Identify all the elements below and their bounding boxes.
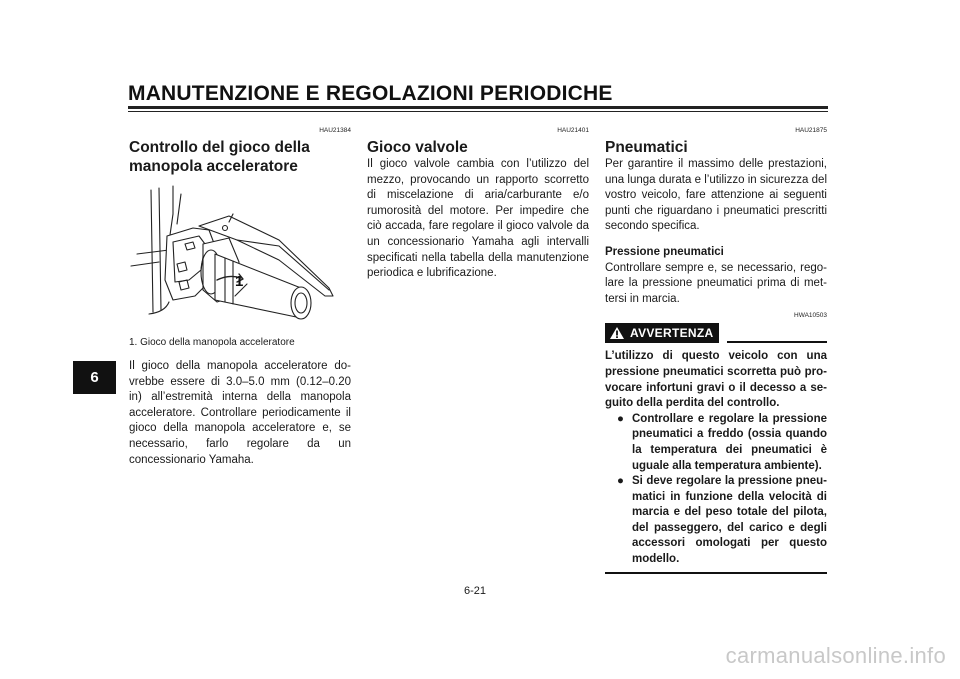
warning-bullet-list <box>617 412 827 568</box>
warning-badge <box>605 323 719 343</box>
page-header-title: MANUTENZIONE E REGOLAZIONI PERIODICHE <box>128 82 613 105</box>
list-item: ● Si deve regolare la pressione pneumatici in funzione della velocità di marcia e del peso totale del pilota, del passeggero, del carico e degli accessori omologati per questo modello. <box>617 475 827 566</box>
column-valves <box>367 126 589 282</box>
header-rule-thin <box>128 111 828 112</box>
figure-caption: 1. Gioco della manopola acceleratore <box>129 337 295 348</box>
header-rule <box>128 106 828 109</box>
bullet-icon: ● <box>617 412 624 425</box>
figure-callout-1: 1 <box>235 273 244 290</box>
handlebar-figure <box>129 184 351 324</box>
warning-text: L’utilizzo di questo veicolo con una pressione pneumatici scorretta può provocare infortuni gravi o il decesso a seguito della perdita del controllo. <box>605 350 827 410</box>
warning-icon <box>609 326 625 340</box>
section-code: HAU21401 <box>557 127 589 134</box>
warning-end-rule <box>605 572 827 574</box>
warning-header <box>605 323 827 343</box>
section-title: Gioco valvole <box>367 139 468 156</box>
section-code: HAU21875 <box>795 127 827 134</box>
subsection-body: Controllare sempre e, se necessario, regolare la pressione pneumatici prima di mettersi in marcia. <box>605 261 827 305</box>
section-body: Il gioco della manopola acceleratore dovrebbe essere di 3.0–5.0 mm (0.12–0.20 in) all’estremità interna della manopola acceleratore. Controllare periodicamente il gioco della manopola acceleratore e, se necessario, farlo regolare da un concessionario Yamaha. <box>129 360 351 466</box>
section-title: Controllo del gioco della manopola acceleratore <box>129 139 310 175</box>
section-body: Per garantire il massimo delle prestazioni, una lunga durata e l’utilizzo in sicurezza del vostro veicolo, fare attenzione ai seguenti punti che riguardano i pneumatici prescritti secondo specifica. <box>605 158 827 233</box>
section-code: HAU21384 <box>319 127 351 134</box>
throttle-grip-illustration <box>129 184 351 324</box>
section-title: Pneumatici <box>605 139 688 156</box>
watermark: carmanualsonline.info <box>725 643 946 668</box>
column-throttle <box>129 126 351 468</box>
warning-label: AVVERTENZA <box>630 326 714 341</box>
section-body: Il gioco valvole cambia con l’utilizzo del mezzo, provocando un rapporto scorretto di miscelazione di aria/carburante e/o rumorosità del motore. Per impedire che ciò accada, fare regolare il gioco valvole da un concessionario Yamaha agli intervalli specificati nella tabella della manutenzione periodica e lubrificazione. <box>367 158 589 280</box>
warning-code: HWA10503 <box>794 312 827 320</box>
page-number: 6-21 <box>464 585 487 597</box>
bullet-icon: ● <box>617 475 624 488</box>
chapter-tab: 6 <box>73 361 116 394</box>
list-item: ● Controllare e regolare la pressione pneumatici a freddo (ossia quando la temperatura dei pneumatici è uguale alla temperatura ambiente). <box>617 412 827 472</box>
warning-rule <box>727 341 827 343</box>
subsection-title: Pressione pneumatici <box>605 245 724 258</box>
column-tyres <box>605 126 827 574</box>
